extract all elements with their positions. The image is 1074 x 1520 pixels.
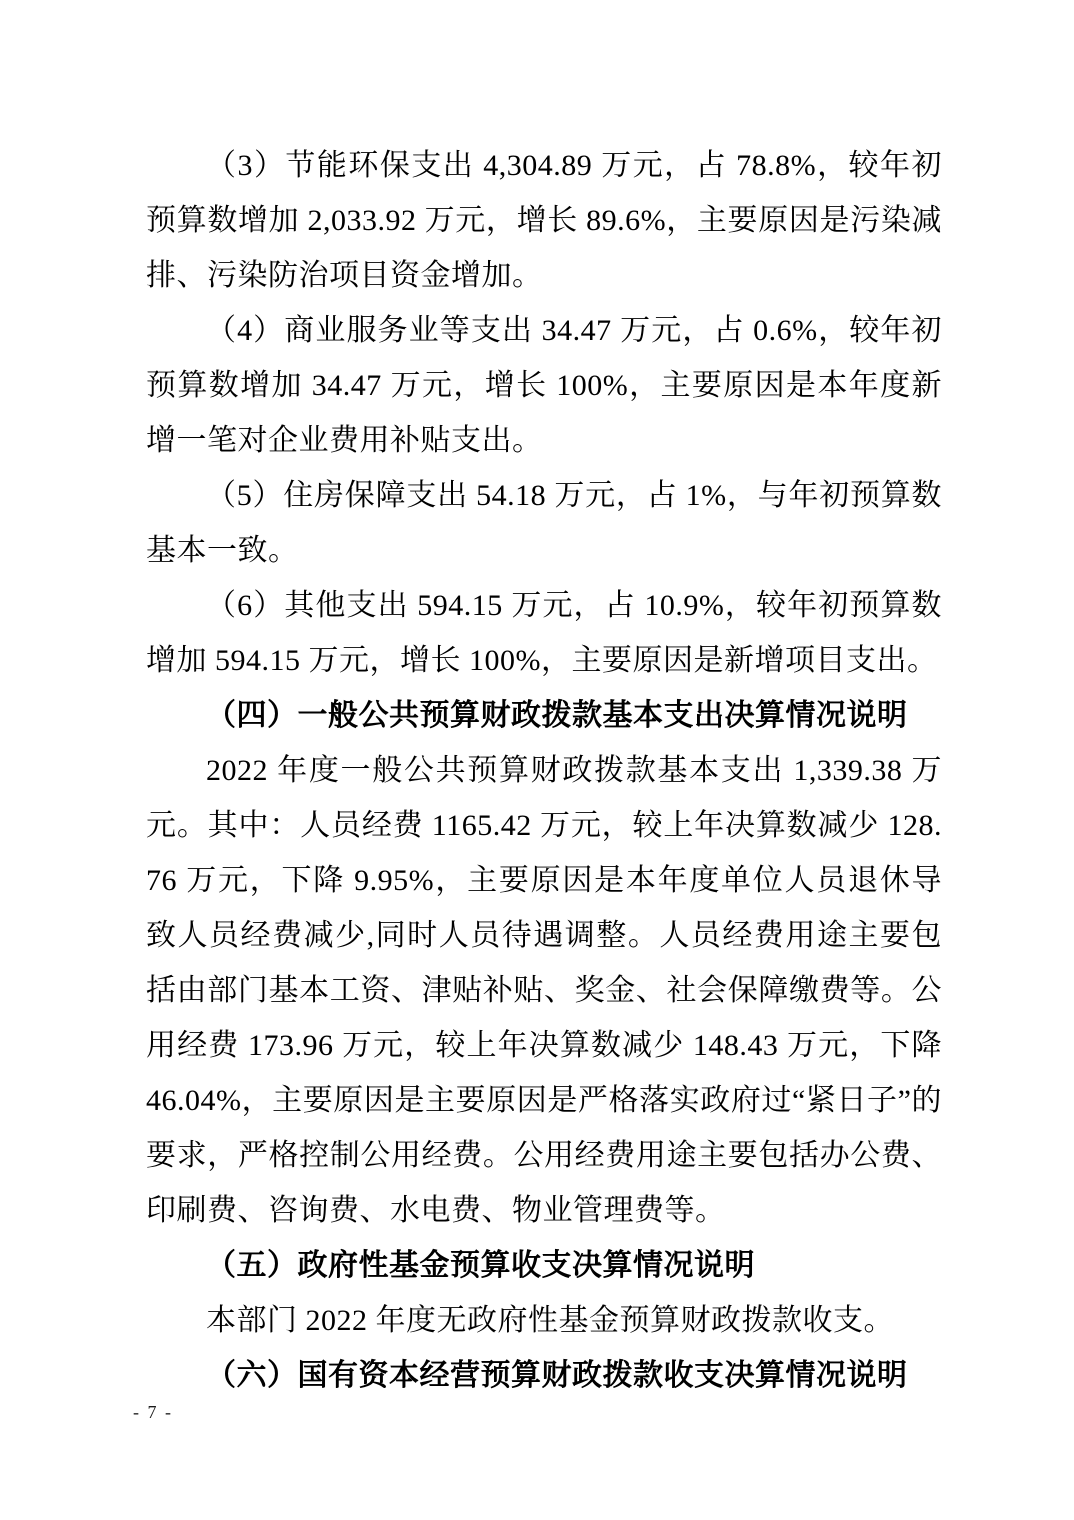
section-heading-basic-expenditure: （四）一般公共预算财政拨款基本支出决算情况说明 (206, 699, 908, 732)
section-heading-state-capital: （六）国有资本经营预算财政拨款收支决算情况说明 (206, 1359, 908, 1392)
paragraph-expense-item-4: （4）商业服务业等支出 34.47 万元，占 0.6%，较年初预算数增加 34.47 万元，增长 100%，主要原因是本年度新增一笔对企业费用补贴支出。 (146, 314, 942, 457)
page-number: - 7 - (133, 1402, 173, 1422)
paragraph-basic-expenditure-detail: 2022 年度一般公共预算财政拨款基本支出 1,339.38 万元。其中：人员经费 1165.42 万元，较上年决算数减少 128.76 万元，下降 9.95%，主要原因是本年度单位人员退休导致人员经费减少,同时人员待遇调整。人员经费用途主要包括由部门基本工资、津贴补贴、奖金、社会保障缴费等。公用经费 173.96 万元，较上年决算数减少 148.43 万元，下降 46.04%，主要原因是主要原因是严格落实政府过“紧日子”的要求，严格控制公用经费。公用经费用途主要包括办公费、印刷费、咨询费、水电费、物业管理费等。 (146, 754, 942, 1227)
document-body (146, 138, 942, 1403)
paragraph-expense-item-5: （5）住房保障支出 54.18 万元，占 1%，与年初预算数基本一致。 (146, 479, 942, 567)
section-heading-government-funds: （五）政府性基金预算收支决算情况说明 (206, 1249, 755, 1282)
paragraph-expense-item-6: （6）其他支出 594.15 万元，占 10.9%，较年初预算数增加 594.15 万元，增长 100%，主要原因是新增项目支出。 (146, 589, 942, 677)
paragraph-government-funds-detail: 本部门 2022 年度无政府性基金预算财政拨款收支。 (206, 1304, 894, 1337)
paragraph-expense-item-3: （3）节能环保支出 4,304.89 万元，占 78.8%，较年初预算数增加 2,033.92 万元，增长 89.6%，主要原因是污染减排、污染防治项目资金增加。 (146, 149, 942, 292)
